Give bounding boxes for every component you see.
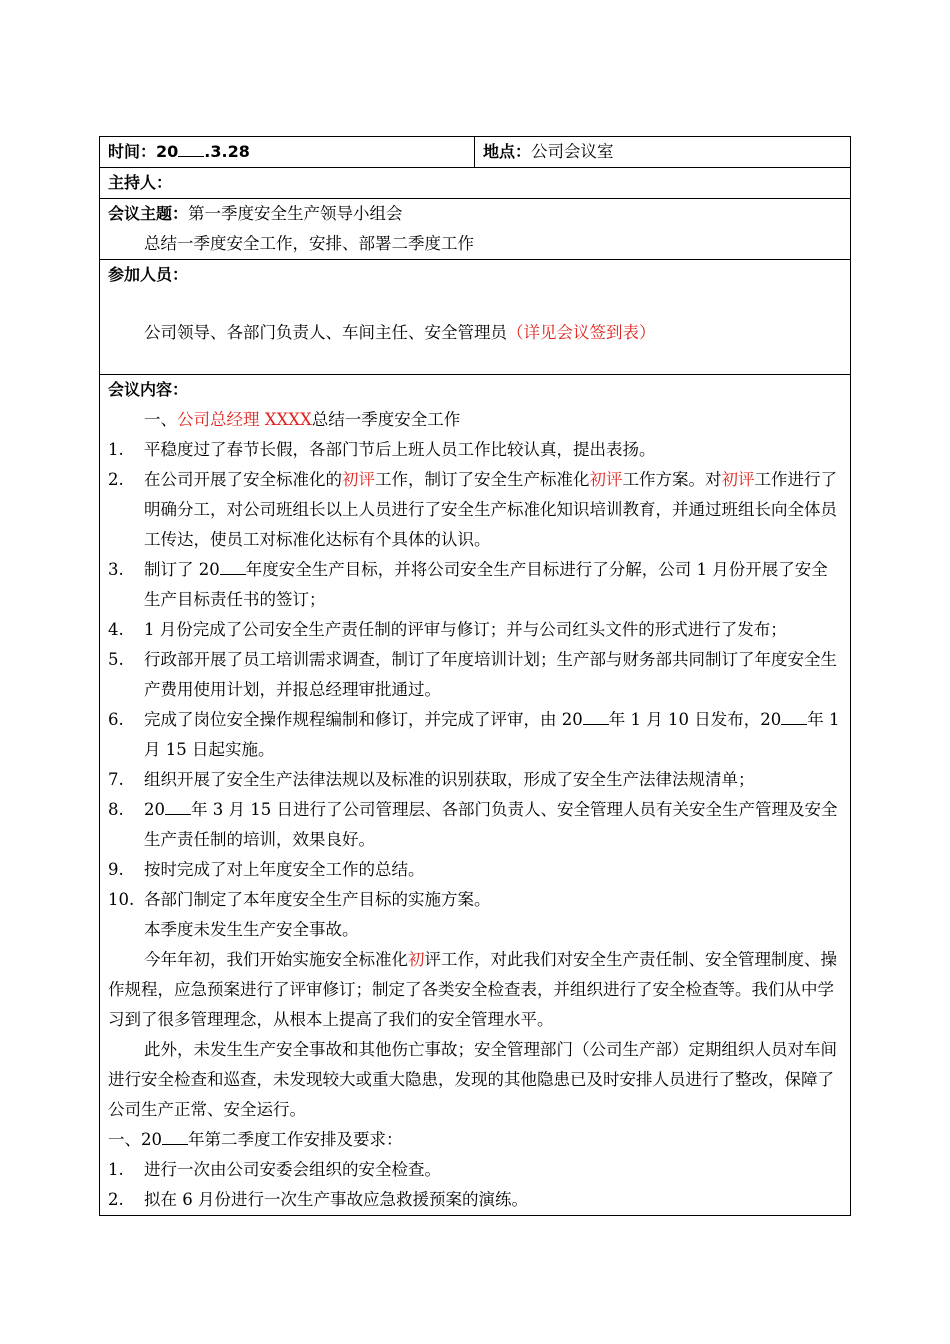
plan-item: 2. 拟在 6 月份进行一次生产事故应急救援预案的演练。: [108, 1190, 528, 1209]
list-item: 8. 20 年 3 月 15 日进行了公司管理层、各部门负责人、安全管理人员有关安全生产管理及安全生产责任制的培训，效果良好。: [108, 795, 842, 855]
host-cell: [100, 168, 851, 199]
list-item: 4. 1 月份完成了公司安全生产责任制的评审与修订；并与公司红头文件的形式进行了发布；: [108, 620, 787, 639]
paragraph-2: 此外，未发生生产安全事故和其他伤亡事故；安全管理部门（公司生产部）定期组织人员对车间进行安全检查和巡查，未发现较大或重大隐患，发现的其他隐患已及时安排人员进行了整改，保障了公司生产正常、安全运行。: [108, 1040, 837, 1119]
list-item: 6. 完成了岗位安全操作规程编制和修订，并完成了评审，由 20 年 1 月 10 日发布，20 年 1 月 15 日起实施。: [108, 705, 842, 765]
plan-item: 1. 进行一次由公司安委会组织的安全检查。: [108, 1160, 441, 1179]
location-cell: [475, 137, 851, 168]
time-value-prefix: 20: [156, 142, 179, 161]
meeting-record-table: [99, 136, 851, 1216]
section2-heading: 一、20 年第二季度工作安排及要求：: [108, 1125, 842, 1155]
topic-cell: [100, 199, 851, 260]
section1-red: 公司总经理 XXXX: [177, 410, 312, 429]
attendees-text: 公司领导、各部门负责人、车间主任、安全管理员: [144, 323, 507, 342]
attendees-label: 参加人员：: [108, 265, 189, 284]
location-value: 公司会议室: [531, 142, 614, 161]
location-label: 地点：: [483, 142, 532, 161]
topic-line1: 第一季度安全生产领导小组会: [188, 204, 403, 223]
list-item: 1. 平稳度过了春节长假，各部门节后上班人员工作比较认真，提出表扬。: [108, 440, 656, 459]
section1-prefix: 一、: [144, 410, 177, 429]
list-item: 9. 按时完成了对上年度安全工作的总结。: [108, 860, 425, 879]
list-item: 10. 各部门制定了本年度安全生产目标的实施方案。: [108, 890, 491, 909]
time-cell: [100, 137, 475, 168]
content-label: 会议内容：: [108, 380, 189, 399]
topic-line2: 总结一季度安全工作，安排、部署二季度工作: [144, 234, 474, 253]
host-label: 主持人：: [108, 173, 173, 192]
list-item: 7. 组织开展了安全生产法律法规以及标准的识别获取，形成了安全生产法律法规清单；: [108, 770, 755, 789]
list-item: 3. 制订了 20 年度安全生产目标，并将公司安全生产目标进行了分解，公司 1 月份开展了安全生产目标责任书的签订；: [108, 555, 842, 615]
attendees-cell: [100, 260, 851, 375]
topic-label: 会议主题：: [108, 204, 189, 223]
paragraph-1: 今年年初，我们开始实施安全标准化初评工作，对此我们对安全生产责任制、安全管理制度、操作规程，应急预案进行了评审修订；制定了各类安全检查表，并组织进行了安全检查等。我们从中学习到了很多管理理念，从根本上提高了我们的安全管理水平。: [108, 950, 837, 1029]
no-accident-line: 本季度未发生生产安全事故。: [144, 920, 359, 939]
content-cell: [100, 375, 851, 1216]
list-item: 2. 在公司开展了安全标准化的初评工作，制订了安全生产标准化初评工作方案。对初评工作进行了明确分工，对公司班组长以上人员进行了安全生产标准化知识培训教育，并通过班组长向全体员工传达，使员工对标准化达标有个具体的认识。: [108, 470, 837, 549]
time-label: 时间：: [108, 142, 157, 161]
list-item: 5. 行政部开展了员工培训需求调查，制订了年度培训计划；生产部与财务部共同制订了年度安全生产费用使用计划，并报总经理审批通过。: [108, 650, 837, 699]
section1-rest: 总结一季度安全工作: [311, 410, 461, 429]
time-blank: [178, 138, 204, 157]
attendees-note: （详见会议签到表）: [507, 323, 656, 342]
time-value-suffix: .3.28: [204, 142, 250, 161]
section1-heading: [108, 405, 842, 435]
